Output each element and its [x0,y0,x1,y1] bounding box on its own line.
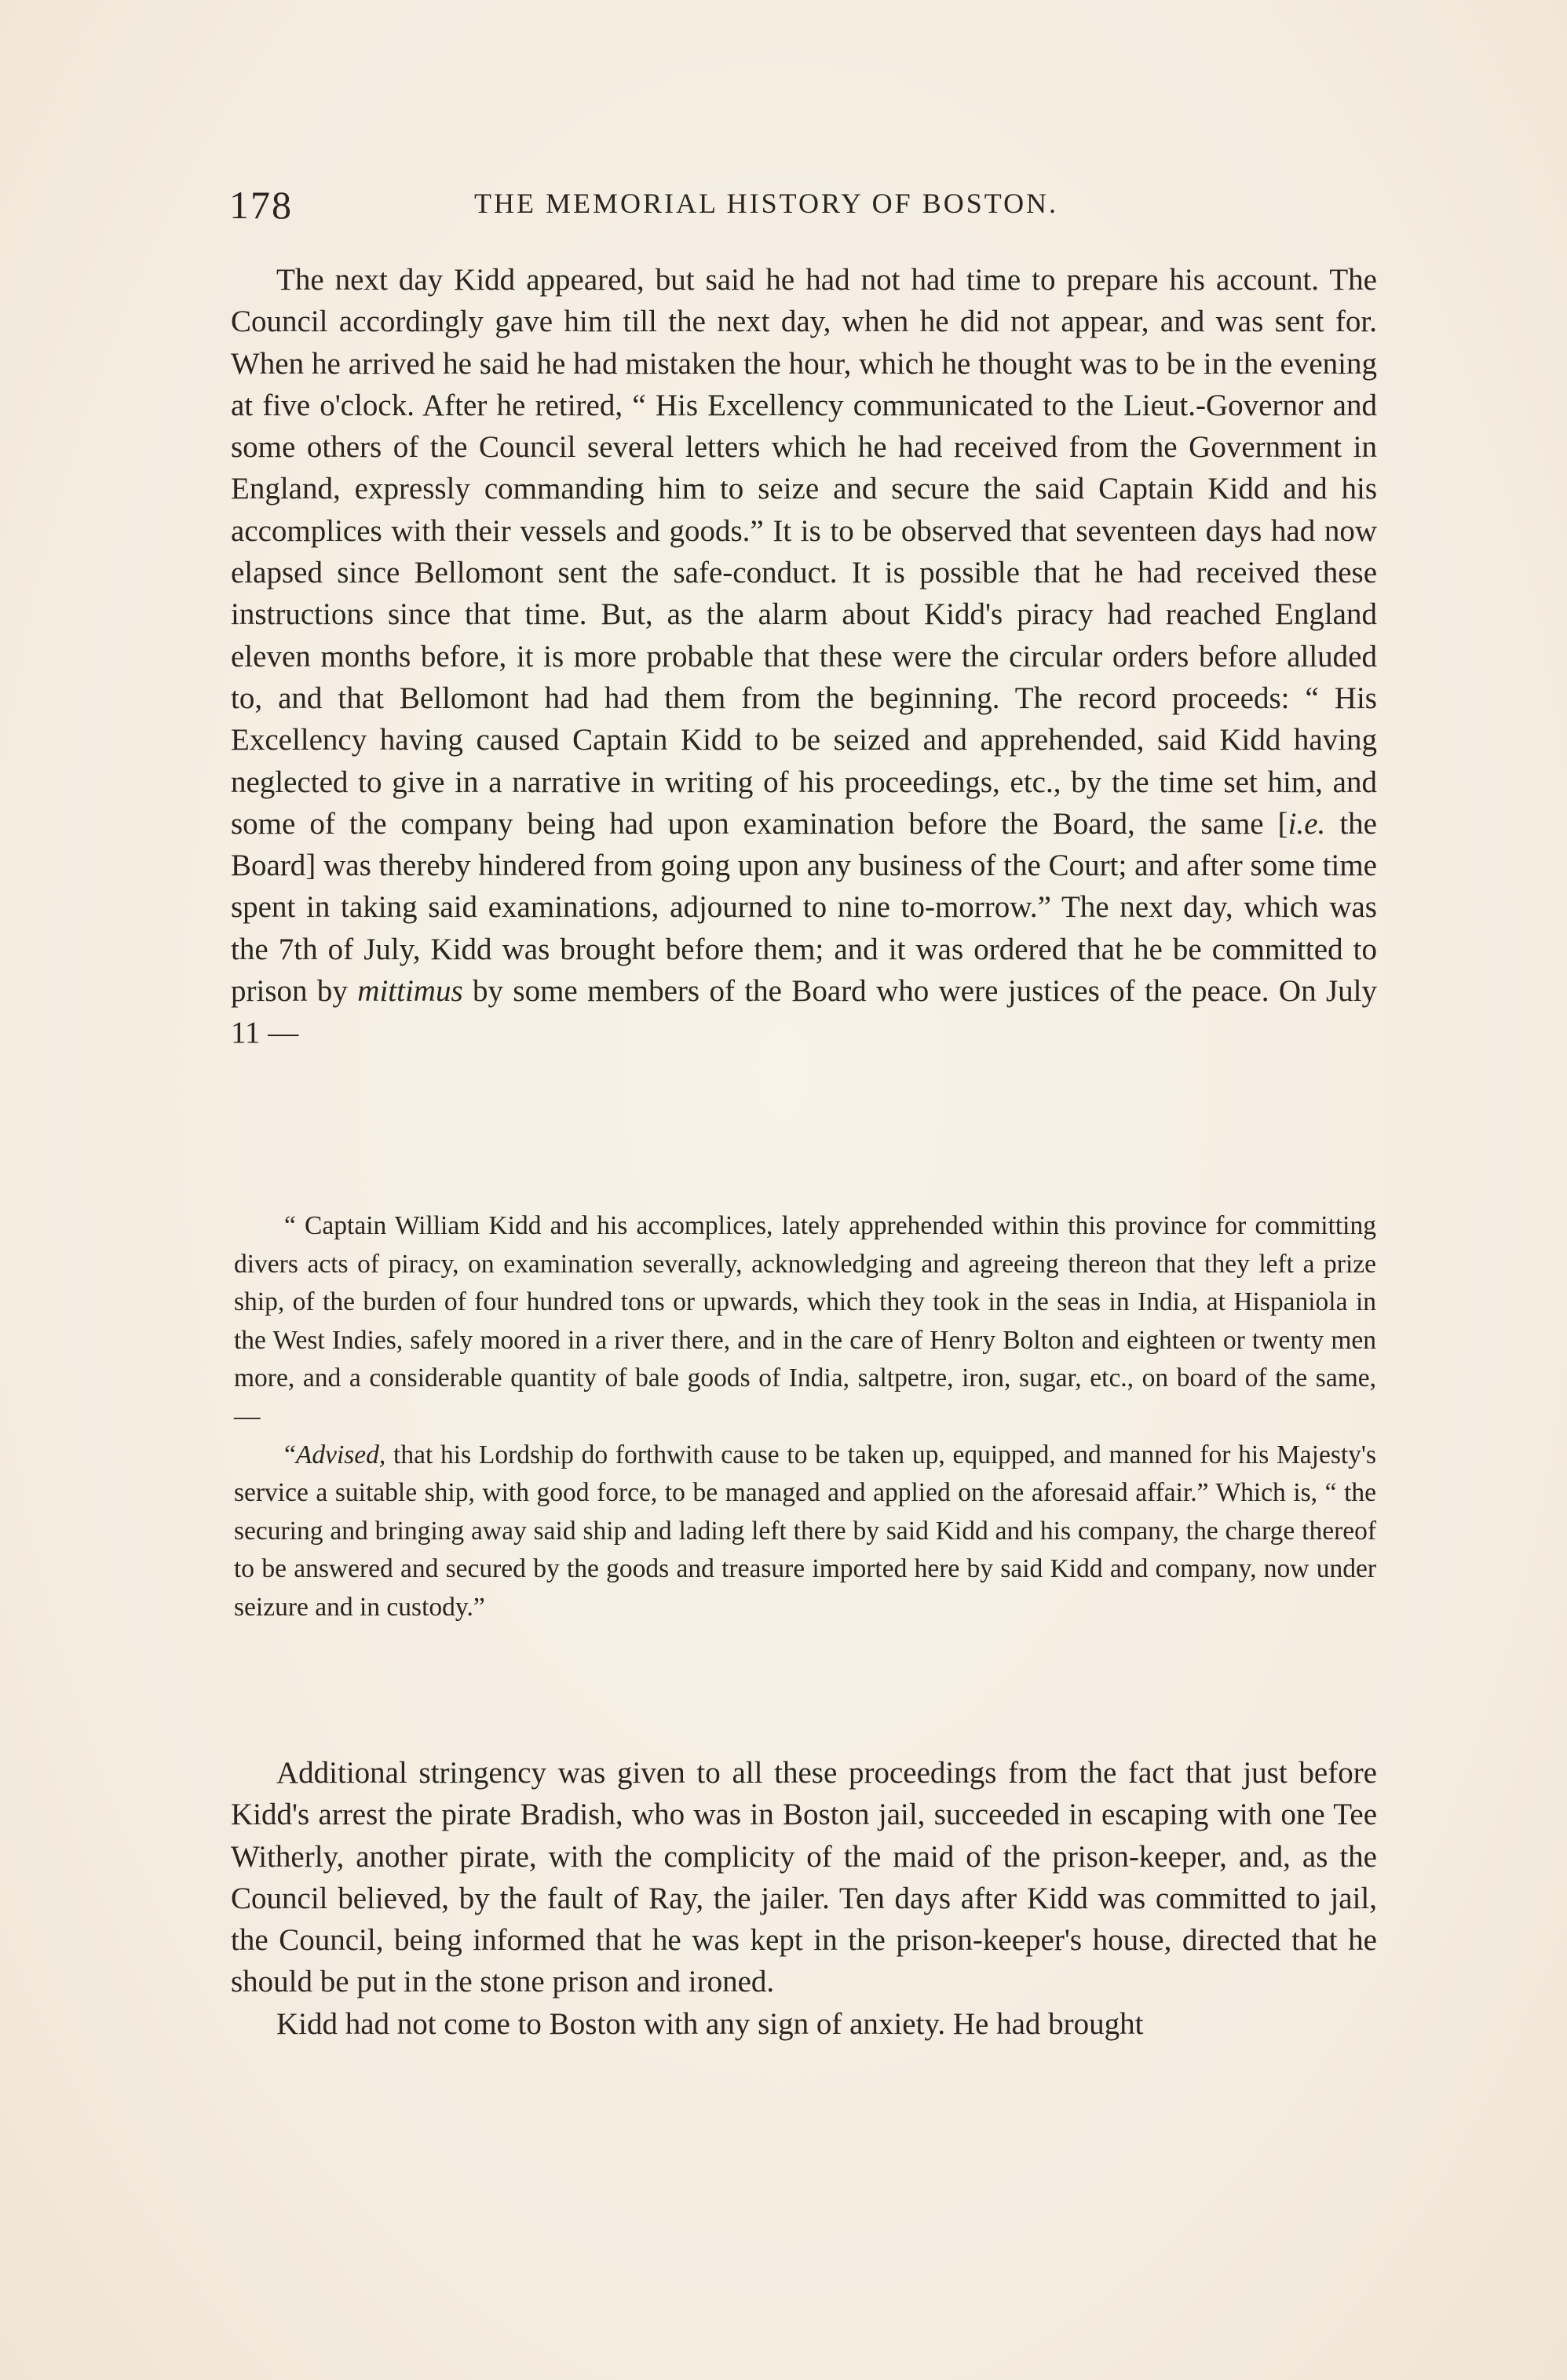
paragraph-text: by some members of the Board who were justices of the peace. On July 11 — [231,974,1377,1050]
paragraph: Kidd had not come to Boston with any sign of anxiety. He had brought [276,2006,1144,2041]
paragraph: Additional stringency was given to all these proceedings from the fact that just before Kidd's arrest the pirate Bradish, who was in Boston jail, succeeded in escaping with one Tee Witherly, another pirate, with the complicity of the maid of the prison-keeper, and, as the Council believed, by the fault of Ray, the jailer. Ten days after Kidd was committed to jail, the Council, being informed that he was kept in the prison-keeper's house, directed that he should be put in the stone prison and ironed. [231,1756,1377,1999]
paragraph [231,259,1377,1054]
page-header [229,182,1375,229]
quote-open-mark: “ [284,1440,296,1469]
block-quote [234,1207,1376,1627]
quote-paragraph [234,1436,1376,1627]
main-text-block [231,259,1377,1054]
quote-paragraph: “ Captain William Kidd and his accomplices, lately apprehended within this province for committing divers acts of piracy, on examination severally, acknowledging and agreeing thereon that they left a prize ship, of the burden of four hundred tons or upwards, which they took in the seas in India, at Hispaniola in the West Indies, safely moored in a river there, and in the care of Henry Bolton and eighteen or twenty men more, and a considerable quantity of bale goods of India, saltpetre, iron, sugar, etc., on board of the same, — [234,1211,1376,1431]
italic-ie: i.e. [1288,806,1326,841]
page-number: 178 [229,183,293,227]
main-text-block-2 [231,1752,1377,2045]
italic-mittimus: mittimus [357,974,463,1009]
italic-advised: Advised, [295,1440,386,1469]
quote-text: that his Lordship do forthwith cause to be taken up, equipped, and manned for his Majesty's service a suitable ship, with good force, to be managed and applied on the aforesaid affair.” Which is, “ the securing and bringing away said ship and lading left there by said Kidd and his company, the charge thereof to be answered and secured by the goods and treasure imported here by said Kidd and company, now under seizure and in custody.” [234,1440,1376,1622]
paragraph-text: the Board] was thereby hindered from going upon any business of the Court; and after some time spent in taking said examinations, adjourned to nine to-morrow.” The next day, which was the 7th of July, Kidd was brought before them; and it was ordered that he be committed to prison by [231,806,1377,1009]
running-head: THE MEMORIAL HISTORY OF BOSTON. [474,188,1059,219]
paragraph-text: The next day Kidd appeared, but said he had not had time to prepare his account. The Council accordingly gave him till the next day, when he did not appear, and was sent for. When he arrived he said he had mistaken the hour, which he thought was to be in the evening at five o'clock. After he retired, “ His Excellency communicated to the Lieut.-Governor and some others of the Council several letters which he had received from the Government in England, expressly commanding him to seize and secure the said Captain Kidd and his accomplices with their vessels and goods.” It is to be observed that seventeen days had now elapsed since Bellomont sent the safe-conduct. It is possible that he had received these instructions since that time. But, as the alarm about Kidd's piracy had reached England eleven months before, it is more probable that these were the circular orders before alluded to, and that Bellomont had had them from the beginning. The record proceeds: “ His Excellency having caused Captain Kidd to be seized and apprehended, said Kidd having neglected to give in a narrative in writing of his proceedings, etc., by the time set him, and some of the company being had upon examination before the Board, the same [ [231,263,1377,841]
